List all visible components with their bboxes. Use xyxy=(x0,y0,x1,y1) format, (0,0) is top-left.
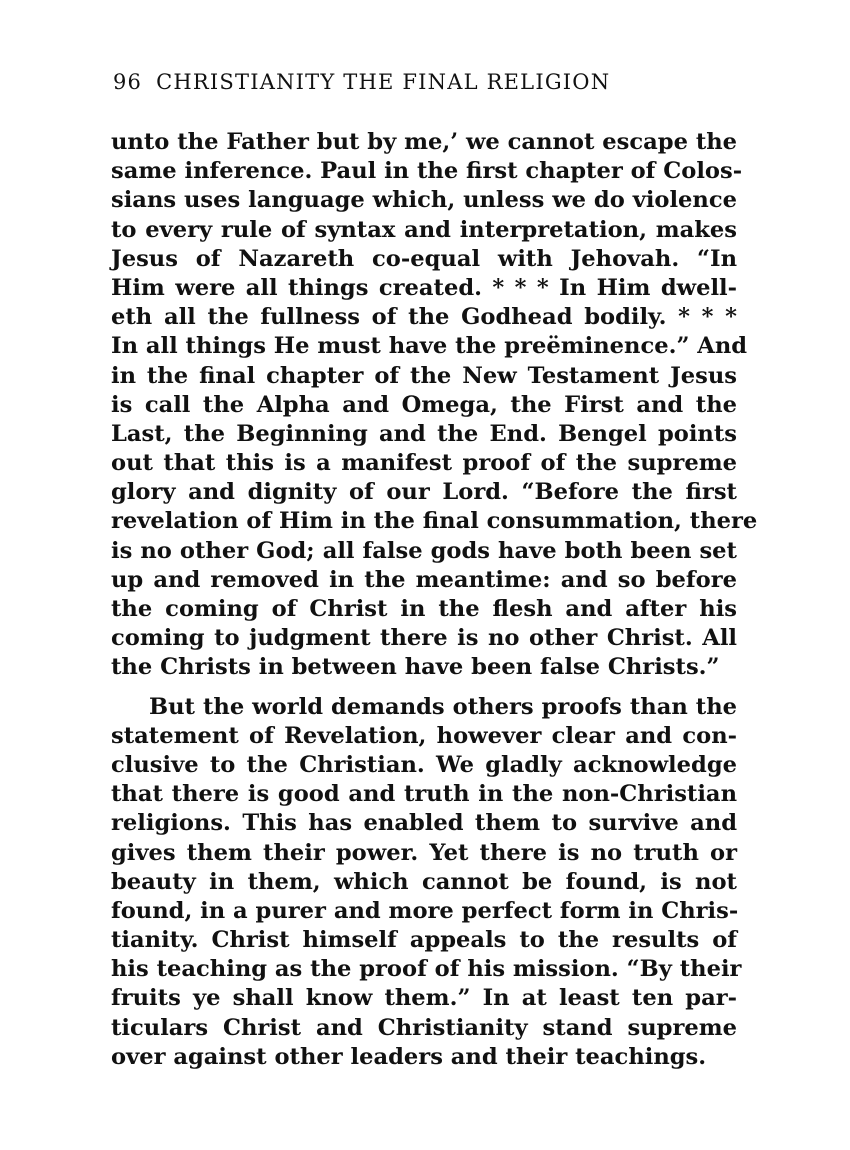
text-line: up and removed in the meantime: and so before xyxy=(111,566,737,593)
page-number: 96 xyxy=(113,70,143,94)
text-line: in the final chapter of the New Testament Jesus xyxy=(111,362,737,389)
body-text xyxy=(111,128,758,1072)
text-line: ticulars Christ and Christianity stand supreme xyxy=(111,1014,737,1041)
text-line: fruits ye shall know them.” In at least ten par- xyxy=(111,985,737,1012)
running-header xyxy=(113,68,733,96)
text-line: over against other leaders and their teachings. xyxy=(111,1043,707,1070)
text-line: unto the Father but by me,’ we cannot escape the xyxy=(111,129,738,155)
text-line: glory and dignity of our Lord. “Before the first xyxy=(111,479,737,506)
paragraph xyxy=(111,693,742,1072)
text-line: the coming of Christ in the flesh and after his xyxy=(111,596,737,622)
text-line: sians uses language which, unless we do violence xyxy=(111,187,737,214)
text-line: Jesus of Nazareth co-equal with Jehovah. “In xyxy=(111,245,737,272)
text-line: is call the Alpha and Omega, the First and the xyxy=(111,391,737,418)
text-line: But the world demands others proofs than the xyxy=(149,693,737,720)
text-line: revelation of Him in the final consummation, there xyxy=(111,508,758,535)
text-line: his teaching as the proof of his mission. “By their xyxy=(111,956,742,983)
text-line: Him were all things created. * * * In Him dwell- xyxy=(111,274,737,301)
text-line: the Christs in between have been false Christs.” xyxy=(111,654,720,681)
text-line: In all things He must have the preëminence.” And xyxy=(111,333,748,360)
text-line: statement of Revelation, however clear and con- xyxy=(111,722,737,749)
text-line: clusive to the Christian. We gladly acknowledge xyxy=(111,751,737,778)
text-line: tianity. Christ himself appeals to the results of xyxy=(111,927,737,954)
paragraph xyxy=(111,128,758,683)
text-line: same inference. Paul in the first chapter of Colos- xyxy=(111,158,743,185)
running-title: CHRISTIANITY THE FINAL RELIGION xyxy=(156,70,611,94)
text-line: coming to judgment there is no other Christ. All xyxy=(111,625,737,652)
text-line: that there is good and truth in the non-Christian xyxy=(111,781,737,808)
text-line: Last, the Beginning and the End. Bengel points xyxy=(111,420,737,447)
text-line: found, in a purer and more perfect form in Chris- xyxy=(111,897,739,924)
text-line: religions. This has enabled them to survive and xyxy=(111,810,737,837)
text-line: eth all the fullness of the Godhead bodily. * * * xyxy=(111,304,737,331)
text-line: beauty in them, which cannot be found, is not xyxy=(111,868,737,895)
text-line: gives them their power. Yet there is no truth or xyxy=(111,839,737,866)
text-line: to every rule of syntax and interpretation, makes xyxy=(111,216,737,243)
text-line: out that this is a manifest proof of the supreme xyxy=(111,450,737,477)
text-line: is no other God; all false gods have both been set xyxy=(111,537,737,564)
